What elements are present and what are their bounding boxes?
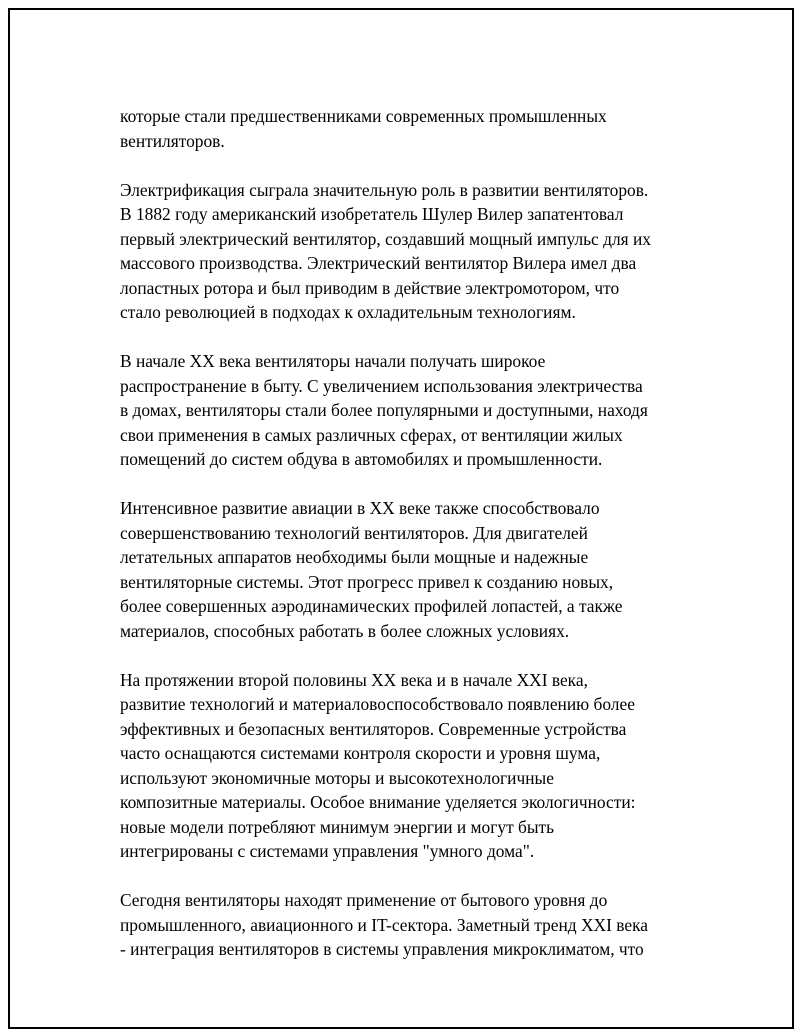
paragraph-3: В начале XX века вентиляторы начали получать широкое распространение в быту. С увеличением использования электричества в домах, вентиляторы стали более популярными и доступными, находя свои применения в самых различных сферах, от вентиляции жилых помещений до систем обдува в автомобилях и промышленности. — [120, 351, 648, 469]
paragraph-2: Электрификация сыграла значительную роль в развитии вентиляторов. В 1882 году американский изобретатель Шулер Вилер запатентовал первый электрический вентилятор, создавший мощный импульс для их массового производства. Электрический вентилятор Вилера имел два лопастных ротора и был приводим в действие электромотором, что стало революцией в подходах к охладительным технологиям. — [120, 179, 651, 322]
document-text — [120, 104, 700, 986]
paragraph-4: Интенсивное развитие авиации в XX веке также способствовало совершенствованию технологий вентиляторов. Для двигателей летательных аппаратов необходимы были мощные и надежные вентиляторные системы. Этот прогресс привел к созданию новых, более совершенных аэродинамических профилей лопастей, а также материалов, способных работать в более сложных условиях. — [120, 498, 623, 641]
paragraph-5: На протяжении второй половины XX века и в начале XXI века, развитие технологий и материаловоспособствовало появлению более эффективных и безопасных вентиляторов. Современные устройства часто оснащаются системами контроля скорости и уровня шума, используют экономичные моторы и высокотехнологичные композитные материалы. Особое внимание уделяется экологичности: новые модели потребляют минимум энергии и могут быть интегрированы с системами управления "умного дома". — [120, 669, 636, 861]
paragraph-6: Сегодня вентиляторы находят применение от бытового уровня до промышленного, авиационного и IT-сектора. Заметный тренд XXI века - интеграция вентиляторов в системы управления микроклиматом, что — [120, 890, 648, 959]
page-frame — [8, 8, 794, 1029]
paragraph-1: которые стали предшественниками современных промышленных вентиляторов. — [120, 106, 607, 151]
